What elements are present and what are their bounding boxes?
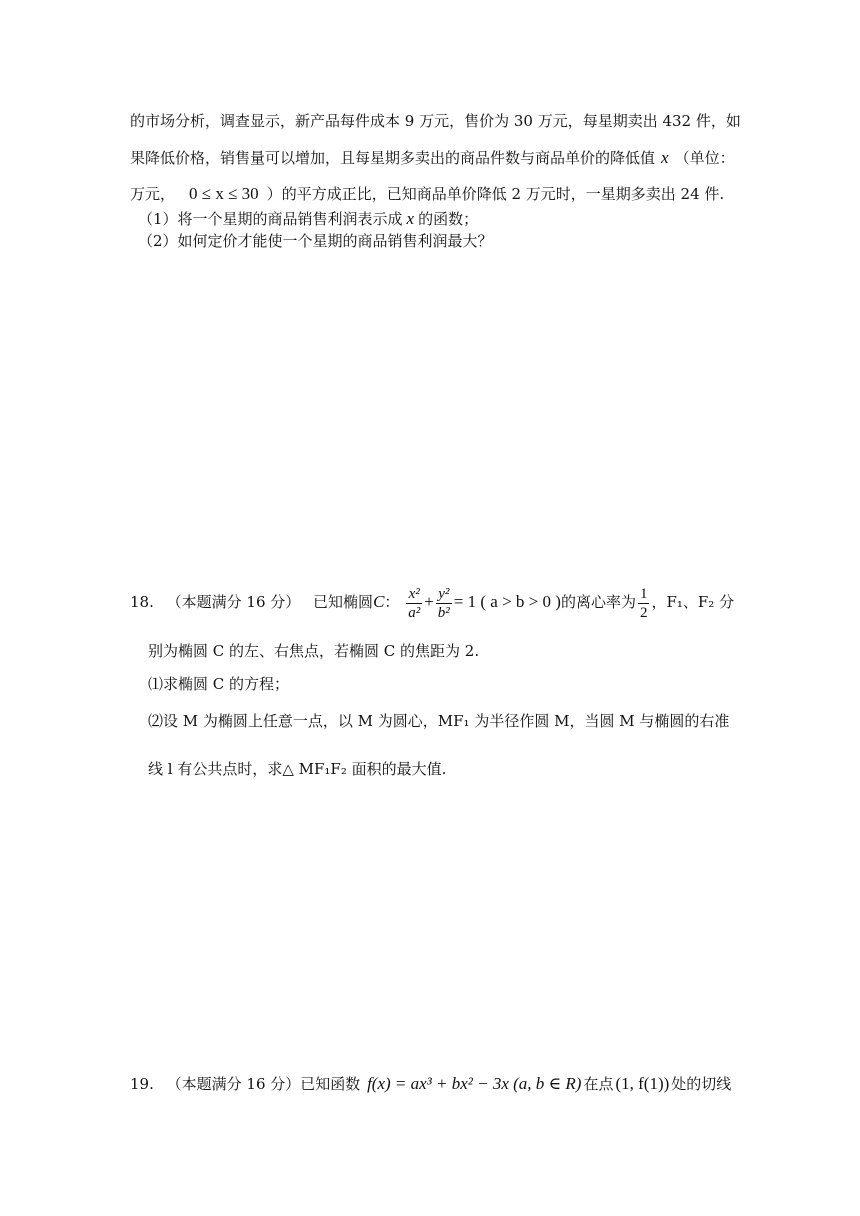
p18-line-2 (148, 641, 479, 661)
p18-equation-condition: = 1 ( a > b > 0 ) (453, 592, 561, 611)
p18-ellipse-name: C (373, 592, 385, 611)
p19-number: 19. (130, 1075, 154, 1093)
p17-question-2 (138, 231, 493, 251)
p18-line-2-text: 别为椭圆 C 的左、右焦点，若椭圆 C 的焦距为 2. (148, 642, 480, 660)
p17-question-1 (138, 209, 478, 229)
p17-line-2-text-a: 果降低价格，销售量可以增加，且每星期多卖出的商品件数与商品单价的降低值 (130, 149, 656, 167)
p18-foci-text: ，F₁、F₂ 分 (651, 593, 735, 611)
p18-frac-y-den: b² (437, 604, 450, 621)
p18-number: 18. (130, 593, 154, 611)
p17-q1-text-b: 的函数； (418, 210, 479, 228)
p18-plus: + (424, 592, 434, 611)
p17-variable-x: x (661, 148, 669, 167)
p18-subquestion-2-line-2 (148, 759, 446, 779)
p19-score: （本题满分 16 分） (166, 1075, 301, 1093)
p18-subquestion-2-line-1 (148, 711, 729, 731)
p18-frac-x-den: a² (408, 604, 421, 621)
p19-header-line (130, 1070, 731, 1098)
p17-line-2 (130, 148, 735, 168)
p18-ecc-num: 1 (639, 585, 648, 602)
p18-ecc-text: 的离心率为 (560, 593, 636, 611)
p18-fraction-x (406, 585, 422, 622)
p17-line-2-text-b: （单位： (674, 149, 735, 167)
p17-q2-text: （2）如何定价才能使一个星期的商品销售利润最大？ (138, 232, 493, 250)
p17-q1-text-a: （1）将一个星期的商品销售利润表示成 (138, 210, 403, 228)
p17-q1-variable-x: x (406, 209, 415, 228)
p19-point: (1, f(1)) (615, 1074, 670, 1093)
p18-fraction-y (436, 585, 452, 622)
p18-score: （本题满分 16 分） (166, 593, 301, 611)
p19-text-a: 已知函数 (300, 1075, 361, 1093)
p17-line-3-text-a: 万元， (130, 185, 176, 203)
p17-line-1-text: 的市场分析，调查显示，新产品每件成本 9 万元，售价为 30 万元，每星期卖出 432 件，如 (130, 112, 741, 130)
p19-text-c: 处的切线 (671, 1075, 732, 1093)
p18-header-line (130, 582, 734, 622)
p18-eccentricity-fraction (638, 585, 650, 622)
p18-ecc-den: 2 (639, 604, 648, 621)
p18-frac-y-num: y² (436, 585, 452, 604)
p18-sub1-text: ⑴求椭圆 C 的方程； (148, 675, 290, 693)
p17-range-math: 0 ≤ x ≤ 30 (189, 184, 259, 203)
p17-line-1 (130, 111, 741, 131)
p19-function-expression: f(x) = ax³ + bx² − 3x (a, b ∈ R) (367, 1074, 582, 1093)
p18-subquestion-1 (148, 674, 289, 694)
p18-colon: ： (384, 593, 400, 611)
p17-line-3-text-b: ）的平方成正比，已知商品单价降低 2 万元时，一星期多卖出 24 件. (266, 185, 725, 203)
p18-frac-x-num: x² (406, 585, 422, 604)
p17-line-3 (130, 184, 724, 204)
p18-intro: 已知椭圆 (313, 593, 374, 611)
p18-sub2-line-1-text: ⑵设 M 为椭圆上任意一点，以 M 为圆心，MF₁ 为半径作圆 M，当圆 M 与椭圆的右准 (148, 712, 730, 730)
p19-text-b: 在点 (583, 1075, 614, 1093)
p18-sub2-line-2-text: 线 l 有公共点时，求△ MF₁F₂ 面积的最大值. (148, 760, 447, 778)
